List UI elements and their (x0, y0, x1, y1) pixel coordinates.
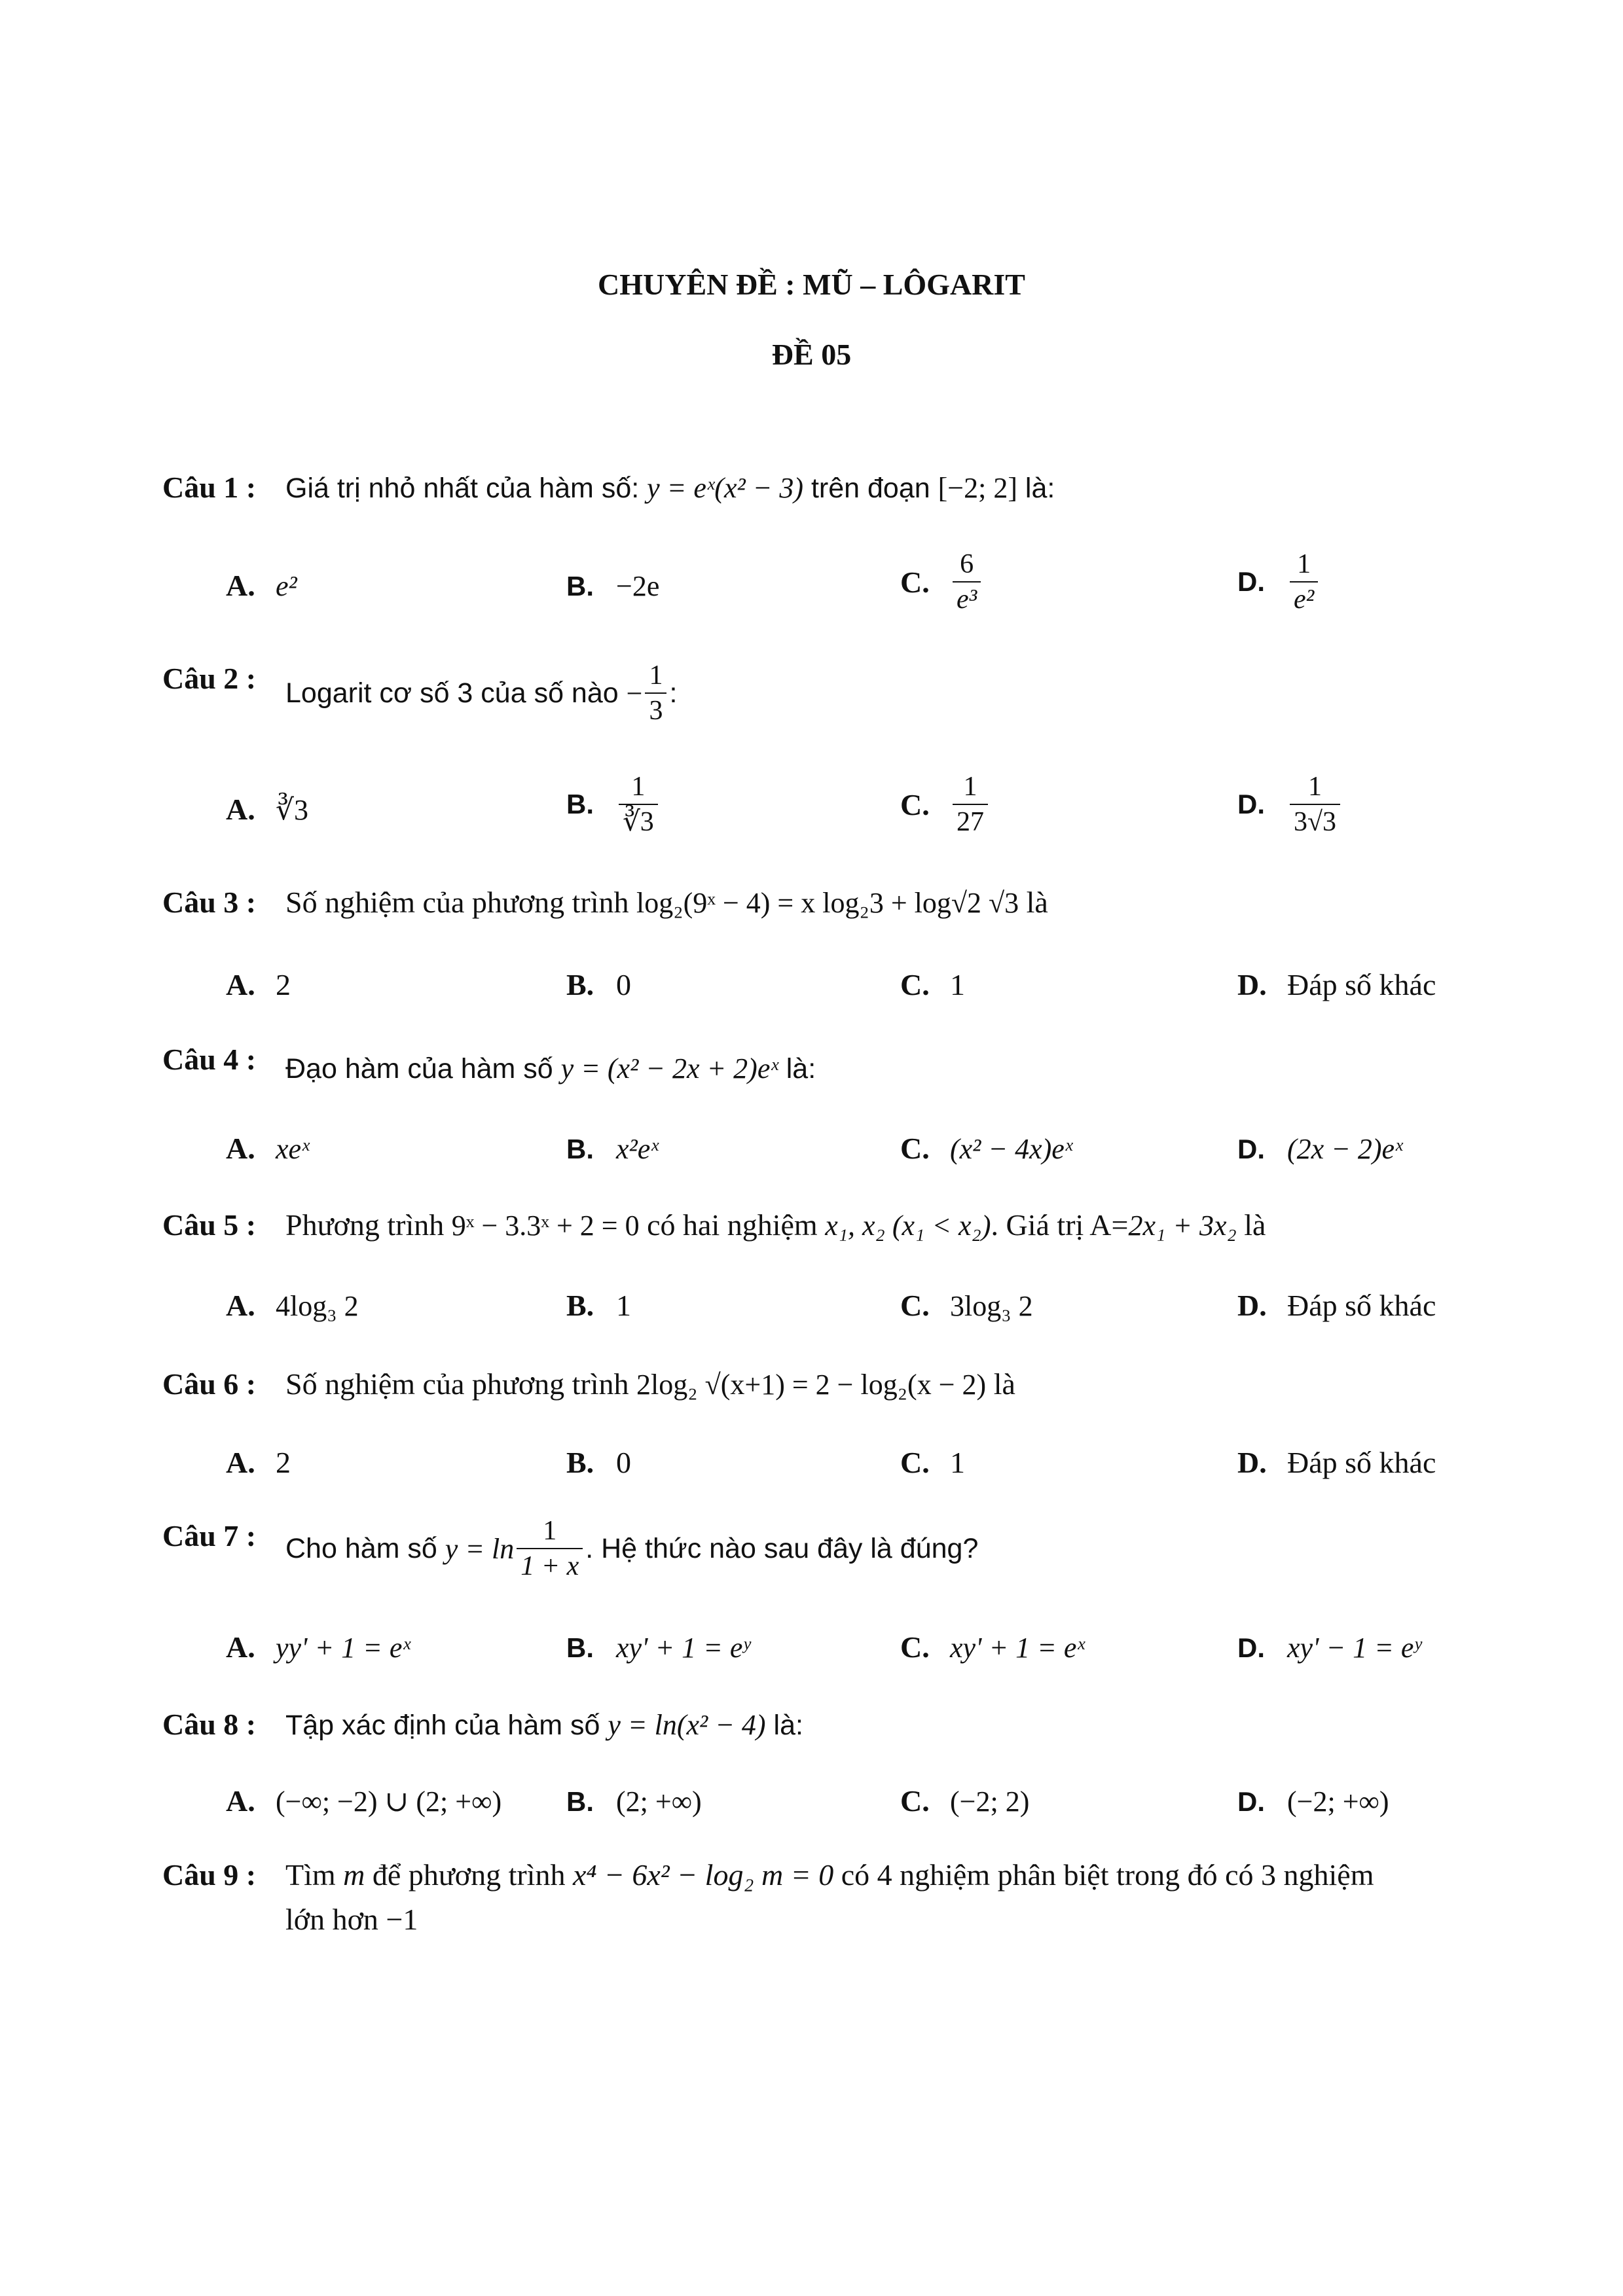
option-b[interactable]: B. 1 (566, 1289, 631, 1322)
option-d[interactable]: D. Đáp số khác (1237, 968, 1436, 1001)
option-b[interactable]: B. (2; +∞) (566, 1785, 702, 1818)
question-text: Logarit cơ số 3 của số nào − $\frac{1}{3}$ : (285, 660, 678, 726)
option-d[interactable]: D. $\frac{1}{3√3}$ (1237, 771, 1343, 838)
option-d[interactable]: D. (−2; +∞) (1237, 1785, 1389, 1818)
question-label: Câu 5 : (162, 1208, 257, 1242)
question-label: Câu 3 : (162, 886, 257, 919)
question-text: Tập xác định của hàm số y = ln(x² − 4) là: (285, 1709, 803, 1741)
question-text: Cho hàm số y = ln $\frac{1}{1 + x}$ . Hệ thức nào sau đây là đúng? (285, 1516, 979, 1582)
option-c[interactable]: C. 3log₃ 2 (900, 1289, 1033, 1322)
question-text: Phương trình 9ˣ − 3.3ˣ + 2 = 0 có hai nghiệm x₁, x₂ (x₁ < x₂). Giá trị A=2x₁ + 3x₂ là (285, 1208, 1266, 1242)
option-a[interactable]: A. ∛3 (226, 793, 309, 826)
option-b[interactable]: B. xy' + 1 = eʸ (566, 1632, 750, 1664)
question-text: Số nghiệm của phương trình log₂(9ˣ − 4) = x log₂3 + log√2 √3 là (285, 886, 1048, 919)
option-c[interactable]: C. 1 (900, 968, 965, 1001)
option-d[interactable]: D. Đáp số khác (1237, 1289, 1436, 1322)
option-c[interactable]: C. xy' + 1 = eˣ (900, 1630, 1085, 1664)
option-a[interactable]: A. 4log₃ 2 (226, 1289, 359, 1322)
option-a[interactable]: A. xeˣ (226, 1132, 310, 1165)
question-text: Tìm m để phương trình x⁴ − 6x² − log₂ m = 0 có 4 nghiệm phân biệt trong đó có 3 nghiệm (285, 1858, 1374, 1892)
question-text: Giá trị nhỏ nhất của hàm số: y = eˣ(x² − 3) trên đoạn [−2; 2] là: (285, 472, 1055, 504)
question-label: Câu 7 : (162, 1519, 257, 1552)
option-b[interactable]: B. 0 (566, 968, 631, 1001)
option-b[interactable]: B. 0 (566, 1446, 631, 1479)
option-d[interactable]: D. (2x − 2)eˣ (1237, 1133, 1403, 1165)
option-c[interactable]: C. (−2; 2) (900, 1784, 1030, 1818)
question-label: Câu 9 : (162, 1858, 257, 1892)
option-c[interactable]: C. $\frac{6}{\text{e³}}$ (900, 548, 983, 616)
question-label: Câu 2 : (162, 662, 257, 695)
option-d[interactable]: D. xy' − 1 = eʸ (1237, 1632, 1421, 1664)
option-c[interactable]: C. 1 (900, 1446, 965, 1479)
option-a[interactable]: A. yy' + 1 = eˣ (226, 1630, 410, 1664)
option-a[interactable]: A. (−∞; −2) ∪ (2; +∞) (226, 1784, 502, 1818)
question-text-line-2: lớn hơn −1 (285, 1903, 418, 1936)
question-label: Câu 4 : (162, 1043, 257, 1076)
option-d[interactable]: D. $\frac{1}{\text{e²}}$ (1237, 548, 1321, 616)
exam-code: ĐỀ 05 (771, 338, 852, 371)
page-title: CHUYÊN ĐỀ : MŨ – LÔGARIT (598, 268, 1025, 301)
option-d[interactable]: D. Đáp số khác (1237, 1446, 1436, 1479)
question-text: Đạo hàm của hàm số y = (x² − 2x + 2)eˣ là: (285, 1052, 816, 1085)
question-text: Số nghiệm của phương trình 2log₂ √(x+1) = 2 − log₂(x − 2) là (285, 1367, 1015, 1401)
option-a[interactable]: A. e² (226, 569, 297, 602)
question-label: Câu 8 : (162, 1708, 257, 1741)
option-c[interactable]: C. (x² − 4x)eˣ (900, 1132, 1073, 1165)
option-b[interactable]: B. x²eˣ (566, 1133, 659, 1165)
option-a[interactable]: A. 2 (226, 968, 291, 1001)
option-b[interactable]: B. $\frac{1}{∛3}$ (566, 771, 661, 838)
option-c[interactable]: C. $\frac{1}{27}$ (900, 771, 991, 838)
option-b[interactable]: B. −2e (566, 570, 660, 602)
option-a[interactable]: A. 2 (226, 1446, 291, 1479)
question-label: Câu 6 : (162, 1367, 257, 1401)
question-label: Câu 1 : (162, 471, 257, 504)
